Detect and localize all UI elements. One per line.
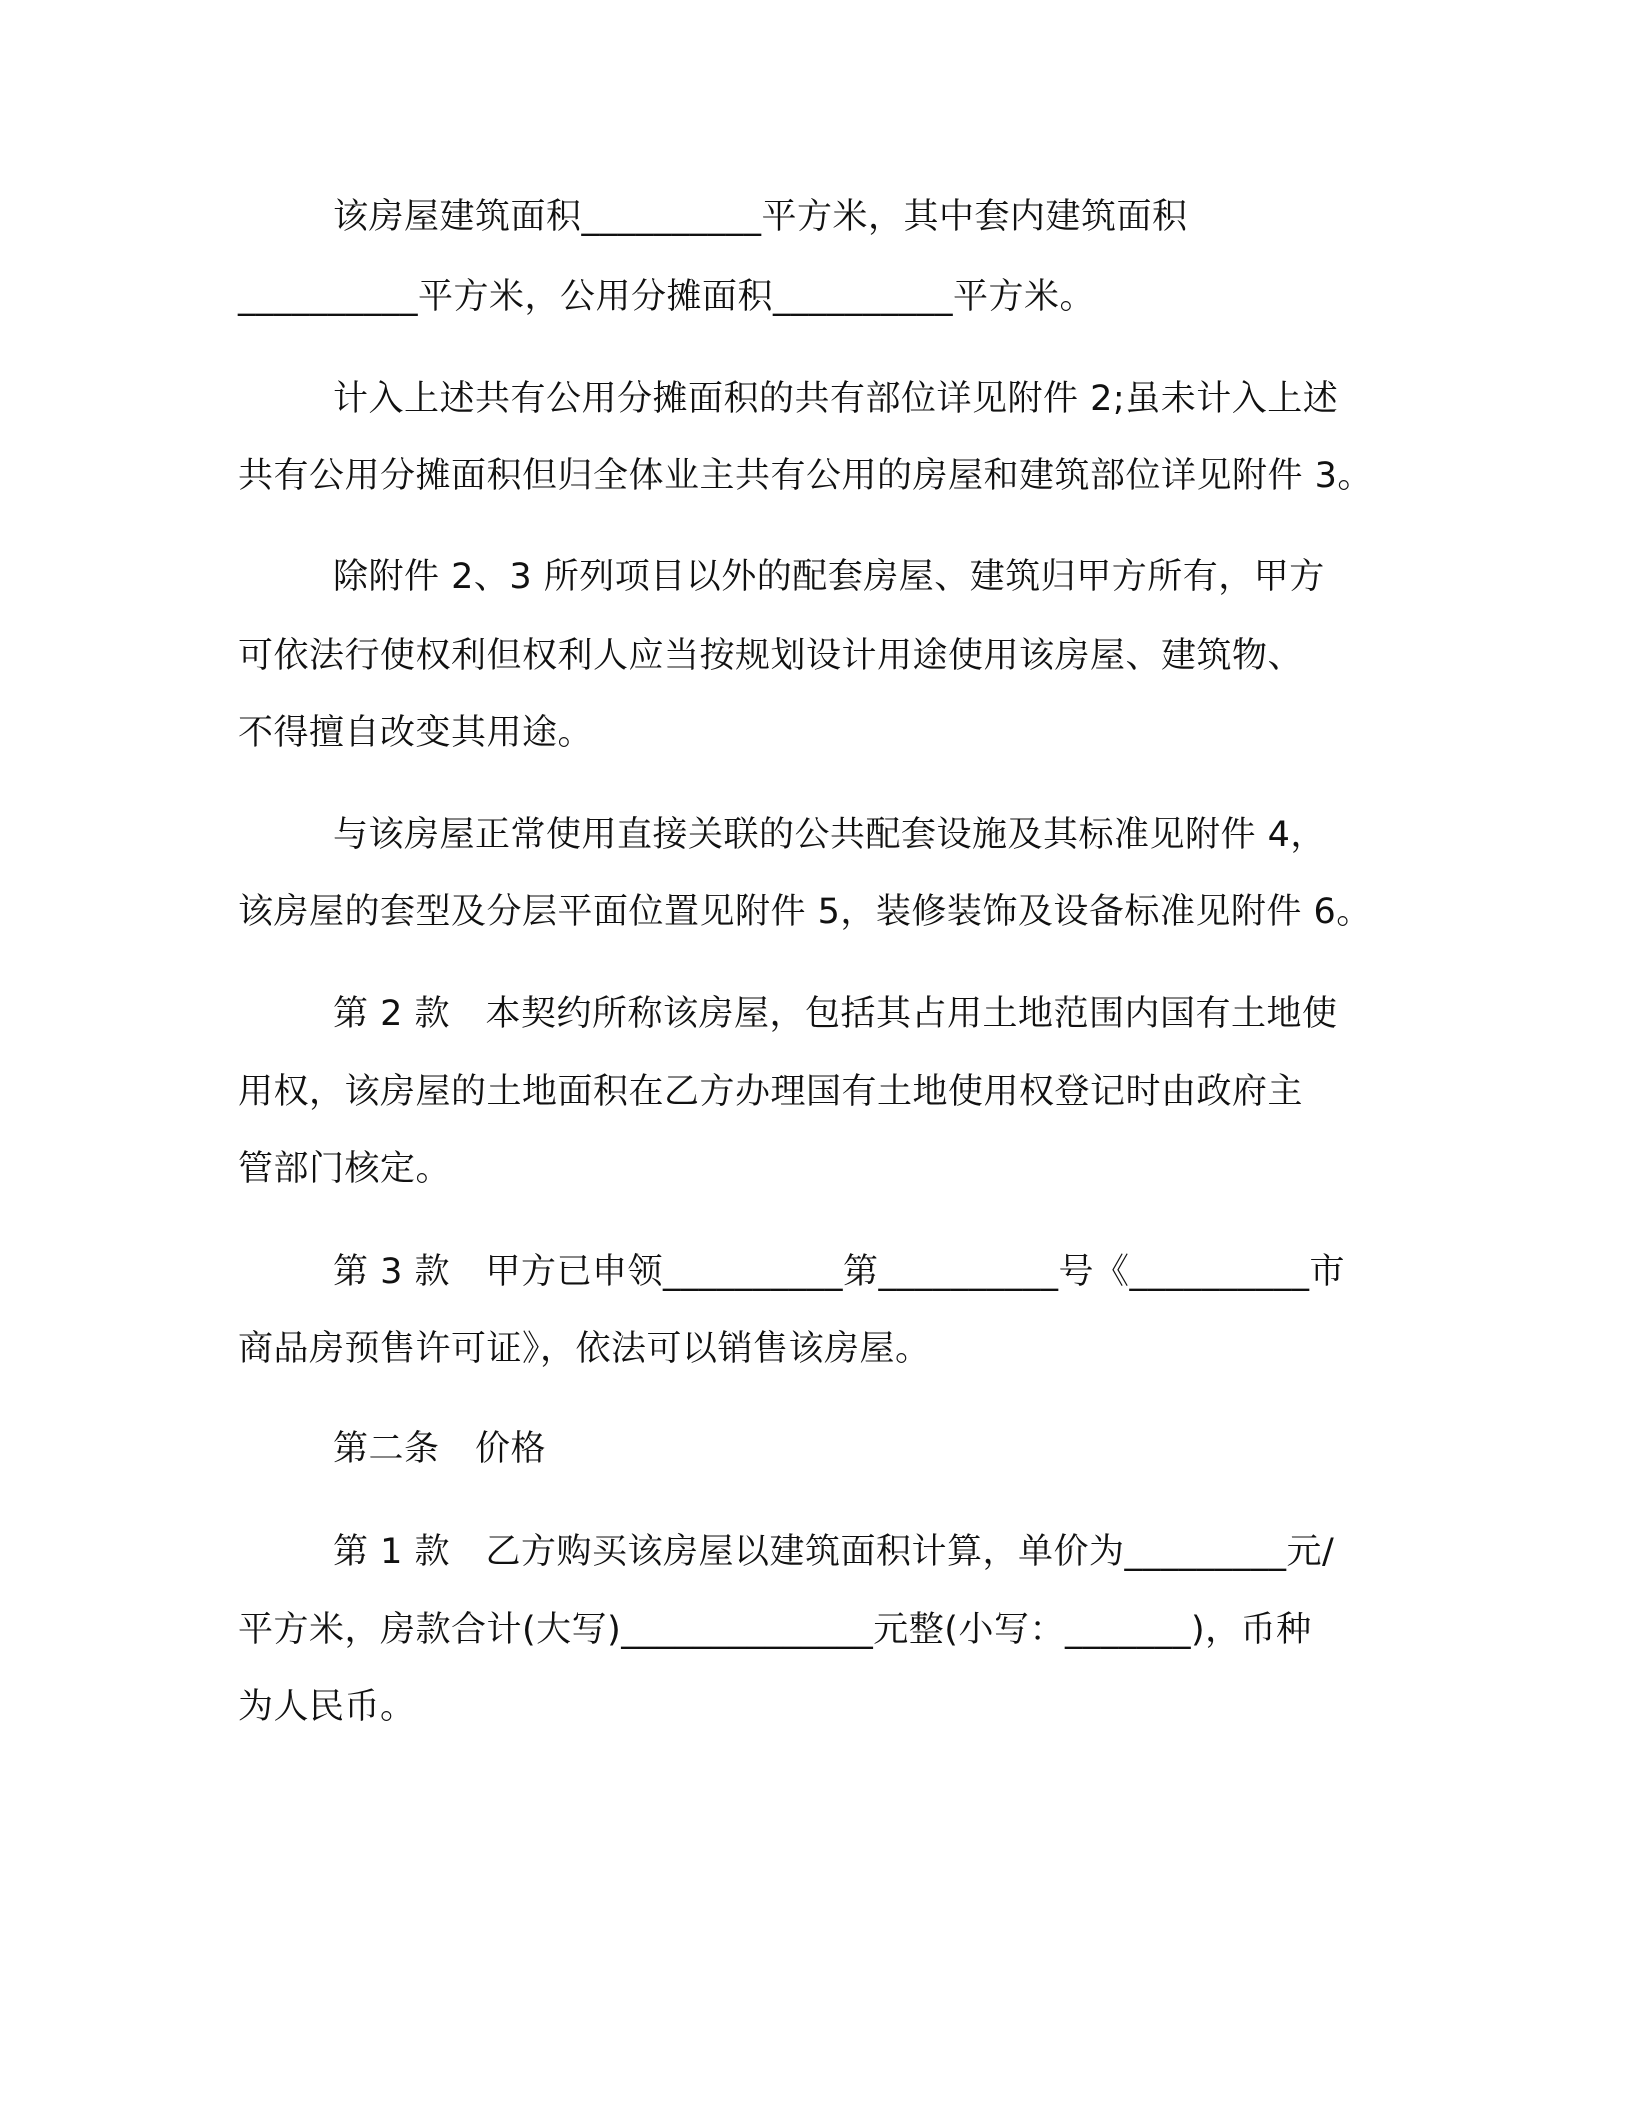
- paragraph-line: 除附件 2、3 所列项目以外的配套房屋、建筑归甲方所有，甲方: [333, 557, 1325, 597]
- paragraph-line: 用权，该房屋的土地面积在乙方办理国有土地使用权登记时由政府主: [238, 1072, 1304, 1112]
- paragraph-line: 该房屋的套型及分层平面位置见附件 5，装修装饰及设备标准见附件 6。: [238, 892, 1372, 932]
- paragraph-line: 平方米，房款合计(大写)______________元整(小写：_______)，币种: [238, 1610, 1312, 1650]
- paragraph-line: 第 1 款 乙方购买该房屋以建筑面积计算，单价为_________元/: [333, 1532, 1335, 1572]
- paragraph-line: 计入上述共有公用分摊面积的共有部位详见附件 2;虽未计入上述: [333, 379, 1339, 419]
- paragraph-line: 商品房预售许可证》，依法可以销售该房屋。: [238, 1329, 931, 1369]
- paragraph-line: 共有公用分摊面积但归全体业主共有公用的房屋和建筑部位详见附件 3。: [238, 456, 1373, 496]
- paragraph-line: 第 3 款 甲方已申领__________第__________号《__________市: [333, 1252, 1346, 1292]
- paragraph-line: 该房屋建筑面积__________平方米，其中套内建筑面积: [333, 197, 1188, 237]
- paragraph-line: 与该房屋正常使用直接关联的公共配套设施及其标准见附件 4，: [333, 815, 1326, 855]
- paragraph-line: 可依法行使权利但权利人应当按规划设计用途使用该房屋、建筑物、: [238, 636, 1304, 676]
- section-heading: 第二条 价格: [333, 1429, 547, 1469]
- paragraph-line: 不得擅自改变其用途。: [238, 713, 594, 753]
- paragraph-line: 管部门核定。: [238, 1149, 452, 1189]
- paragraph-line: __________平方米，公用分摊面积__________平方米。: [238, 277, 1096, 317]
- paragraph-line: 第 2 款 本契约所称该房屋，包括其占用土地范围内国有土地使: [333, 994, 1338, 1034]
- paragraph-line: 为人民币。: [238, 1687, 416, 1727]
